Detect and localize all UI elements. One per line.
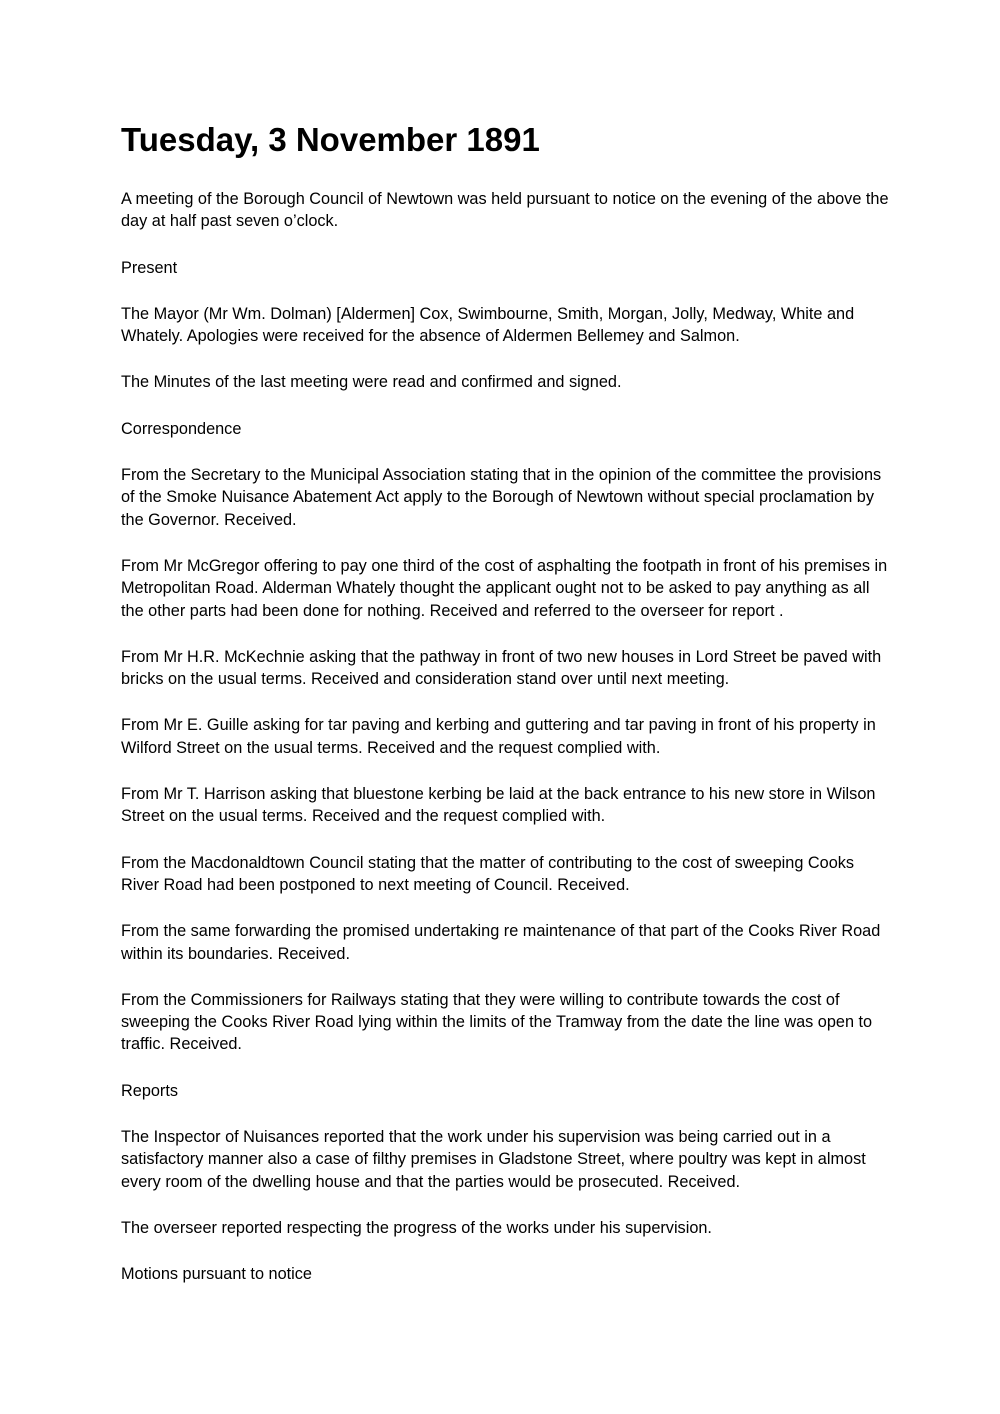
section-heading-reports: Reports [121, 1081, 179, 1100]
document-page [121, 118, 893, 1310]
report-item: The Inspector of Nuisances reported that the work under his supervision was being carried out in a satisfactory manner also a case of filthy premises in Gladstone Street, where poultry was kept in almost every room of the dwelling house and that the parties would be prosecuted. Received. [121, 1128, 866, 1191]
intro-paragraph: A meeting of the Borough Council of Newtown was held pursuant to notice on the evening of the above the day at half past seven o’clock. [121, 190, 889, 231]
correspondence-item: From the Commissioners for Railways stating that they were willing to contribute towards the cost of sweeping the Cooks River Road lying within the limits of the Tramway from the date the line was open to traffic. Received. [121, 990, 873, 1054]
section-heading-correspondence: Correspondence [121, 419, 242, 438]
attendance-paragraph: The Mayor (Mr Wm. Dolman) [Aldermen] Cox, Swimbourne, Smith, Morgan, Jolly, Medway, White and Whately. Apologies were received for the absence of Aldermen Bellemey and Salmon. [121, 304, 855, 346]
section-heading-motions: Motions pursuant to notice [121, 1265, 312, 1284]
report-item: The overseer reported respecting the progress of the works under his supervision. [121, 1218, 712, 1237]
page-title: Tuesday, 3 November 1891 [121, 121, 540, 158]
correspondence-item: From the Macdonaldtown Council stating that the matter of contributing to the cost of sweeping Cooks River Road had been postponed to next meeting of Council. Received. [121, 853, 855, 894]
correspondence-item: From the Secretary to the Municipal Association stating that in the opinion of the committee the provisions of the Smoke Nuisance Abatement Act apply to the Borough of Newtown without special proclamation by the Governor. Received. [121, 466, 882, 529]
section-heading-present: Present [121, 258, 178, 277]
correspondence-item: From Mr McGregor offering to pay one third of the cost of asphalting the footpath in front of his premises in Metropolitan Road. Alderman Whately thought the applicant ought not to be asked to pay anything as all the other parts had been done for nothing. Received and referred to the overseer for report . [121, 556, 888, 620]
minutes-paragraph: The Minutes of the last meeting were read and confirmed and signed. [121, 373, 622, 392]
correspondence-item: From Mr H.R. McKechnie asking that the pathway in front of two new houses in Lord Street be paved with bricks on the usual terms. Received and consideration stand over until next meeting. [121, 647, 882, 689]
correspondence-item: From Mr E. Guille asking for tar paving and kerbing and guttering and tar paving in front of his property in Wilford Street on the usual terms. Received and the request complied with. [121, 716, 876, 757]
correspondence-item: From Mr T. Harrison asking that bluestone kerbing be laid at the back entrance to his new store in Wilson Street on the usual terms. Received and the request complied with. [121, 785, 876, 826]
correspondence-item: From the same forwarding the promised undertaking re maintenance of that part of the Cooks River Road within its boundaries. Received. [121, 922, 881, 963]
